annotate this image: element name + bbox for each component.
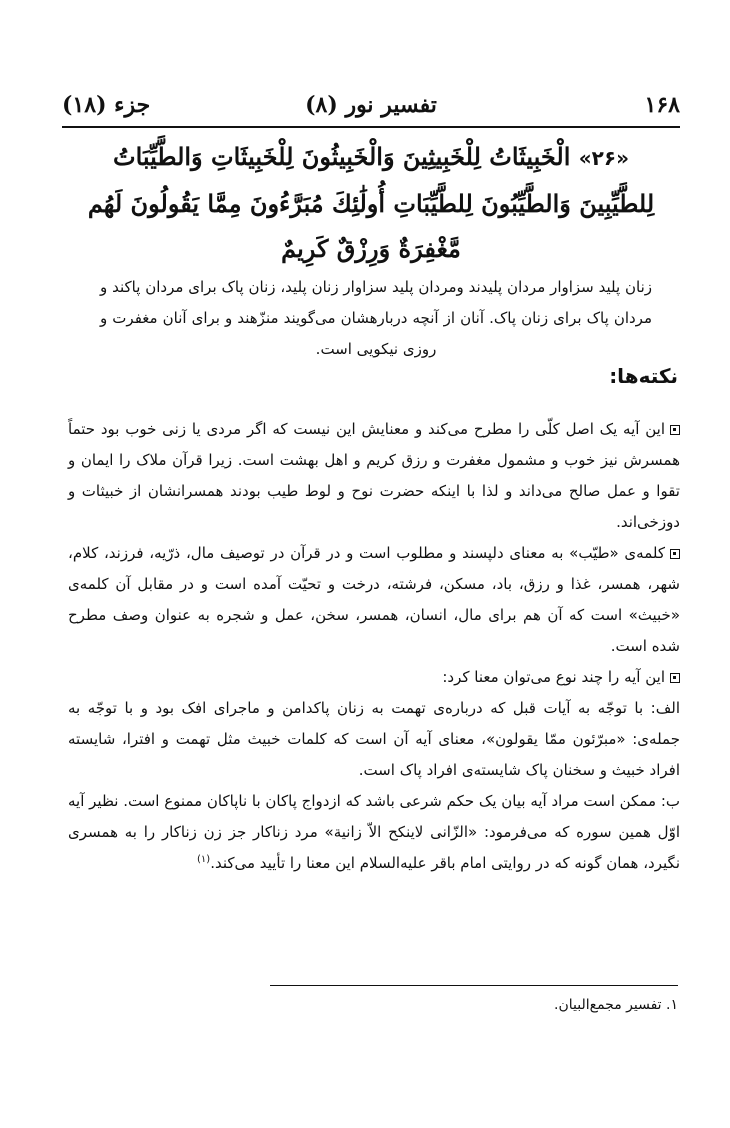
verse-line-1 [60, 134, 682, 181]
note-3-be [68, 786, 680, 879]
book-title: تفسیر نور (۸) [305, 92, 437, 118]
page-number: ۱۶۸ [644, 92, 680, 118]
note-1 [68, 414, 680, 538]
square-bullet-icon [670, 673, 680, 683]
page-header [62, 92, 680, 122]
quran-verse [60, 134, 682, 271]
verse-line-1-text: الْخَبِيثَاتُ لِلْخَبِيثِينَ وَالْخَبِيثُونَ لِلْخَبِيثَاتِ وَالطَّيِّبَاتُ [113, 142, 571, 171]
square-bullet-icon [670, 425, 680, 435]
footnote: ۱. تفسیر مجمع‌البیان. [554, 997, 678, 1013]
verse-line-3: مَّغْفِرَةٌ وَرِزْقٌ كَرِيمٌ [281, 234, 461, 263]
note-3 [68, 662, 680, 693]
note-3-be-text: ب: ممکن است مراد آیه بیان یک حکم شرعی باشد که ازدواج پاکان با ناپاکان ممنوع است. نظیر آیه اوّل همین سوره که می‌فرمود: «الزّانی لاینکح الاّ زانیة» مرد زناکار جز زن زناکار را به همسری نگیرد، همان گونه که در روایتی امام باقر علیه‌السلام این معنا را تأیید می‌کند. [68, 792, 680, 872]
note-2-text: کلمه‌ی «طیّب» به معنای دلپسند و مطلوب است و در قرآن در توصیف مال، ذرّیه، فرزند، کلام، شهر، همسر، غذا و رزق، باد، مسکن، فرشته، درخت و تحیّت آمده است و در مقابل آن کلمه‌ی «خبیث» است که آن هم برای مال، انسان، همسر، سخن، عمل و شجره به عنوان وصف مطرح شده است. [68, 544, 680, 655]
notes-body [68, 414, 680, 879]
note-3-alef: الف: با توجّه به آیات قبل که درباره‌ی تهمت به زنان پاکدامن و ماجرای افک بود و با توجّه به جمله‌ی: «مبرّئون ممّا یقولون»، معنای آیه آن است که کلمات خبیث مثل تهمت و افترا، شایسته افراد خبیث و سخنان پاک شایسته‌ی افراد پاک است. [68, 699, 680, 779]
square-bullet-icon [670, 549, 680, 559]
note-2 [68, 538, 680, 662]
note-1-text: این آیه یک اصل کلّی را مطرح می‌کند و معنایش این نیست که اگر مردی یا زنی خوب بود حتماً همسرش نیز خوب و مشمول مغفرت و رزق کریم و اهل بهشت است. زیرا قرآن ملاک را ایمان و تقوا و عمل صالح می‌داند و لذا با اینکه حضرت نوح و لوط طیب بودند همسرانشان از خبیثات و دوزخی‌اند. [68, 420, 680, 531]
footnote-reference[interactable]: (۱) [197, 854, 211, 865]
verse-line-2: لِلطَّيِّبِينَ وَالطَّيِّبُونَ لِلطَّيِّبَاتِ أُولَٰئِكَ مُبَرَّءُونَ مِمَّا يَقُولُونَ لَهُم [87, 189, 655, 218]
part-label: جزء (۱۸) [62, 92, 151, 118]
note-3-text: این آیه را چند نوع می‌توان معنا کرد: [442, 668, 665, 686]
footnote-divider [270, 985, 678, 986]
header-divider [62, 126, 680, 128]
notes-heading: نکته‌ها: [609, 364, 678, 388]
verse-translation: زنان پلید سزاوار مردان پلیدند ومردان پلید سزاوار زنان پلید، زنان پاک برای مردان پاکند و مردان پاک برای زنان پاک. آنان از آنچه دربارهشان می‌گویند منزّهند و برای آنان مغفرت و روزی نیکویی است. [100, 278, 652, 358]
verse-number: «۲۶» [578, 146, 629, 170]
